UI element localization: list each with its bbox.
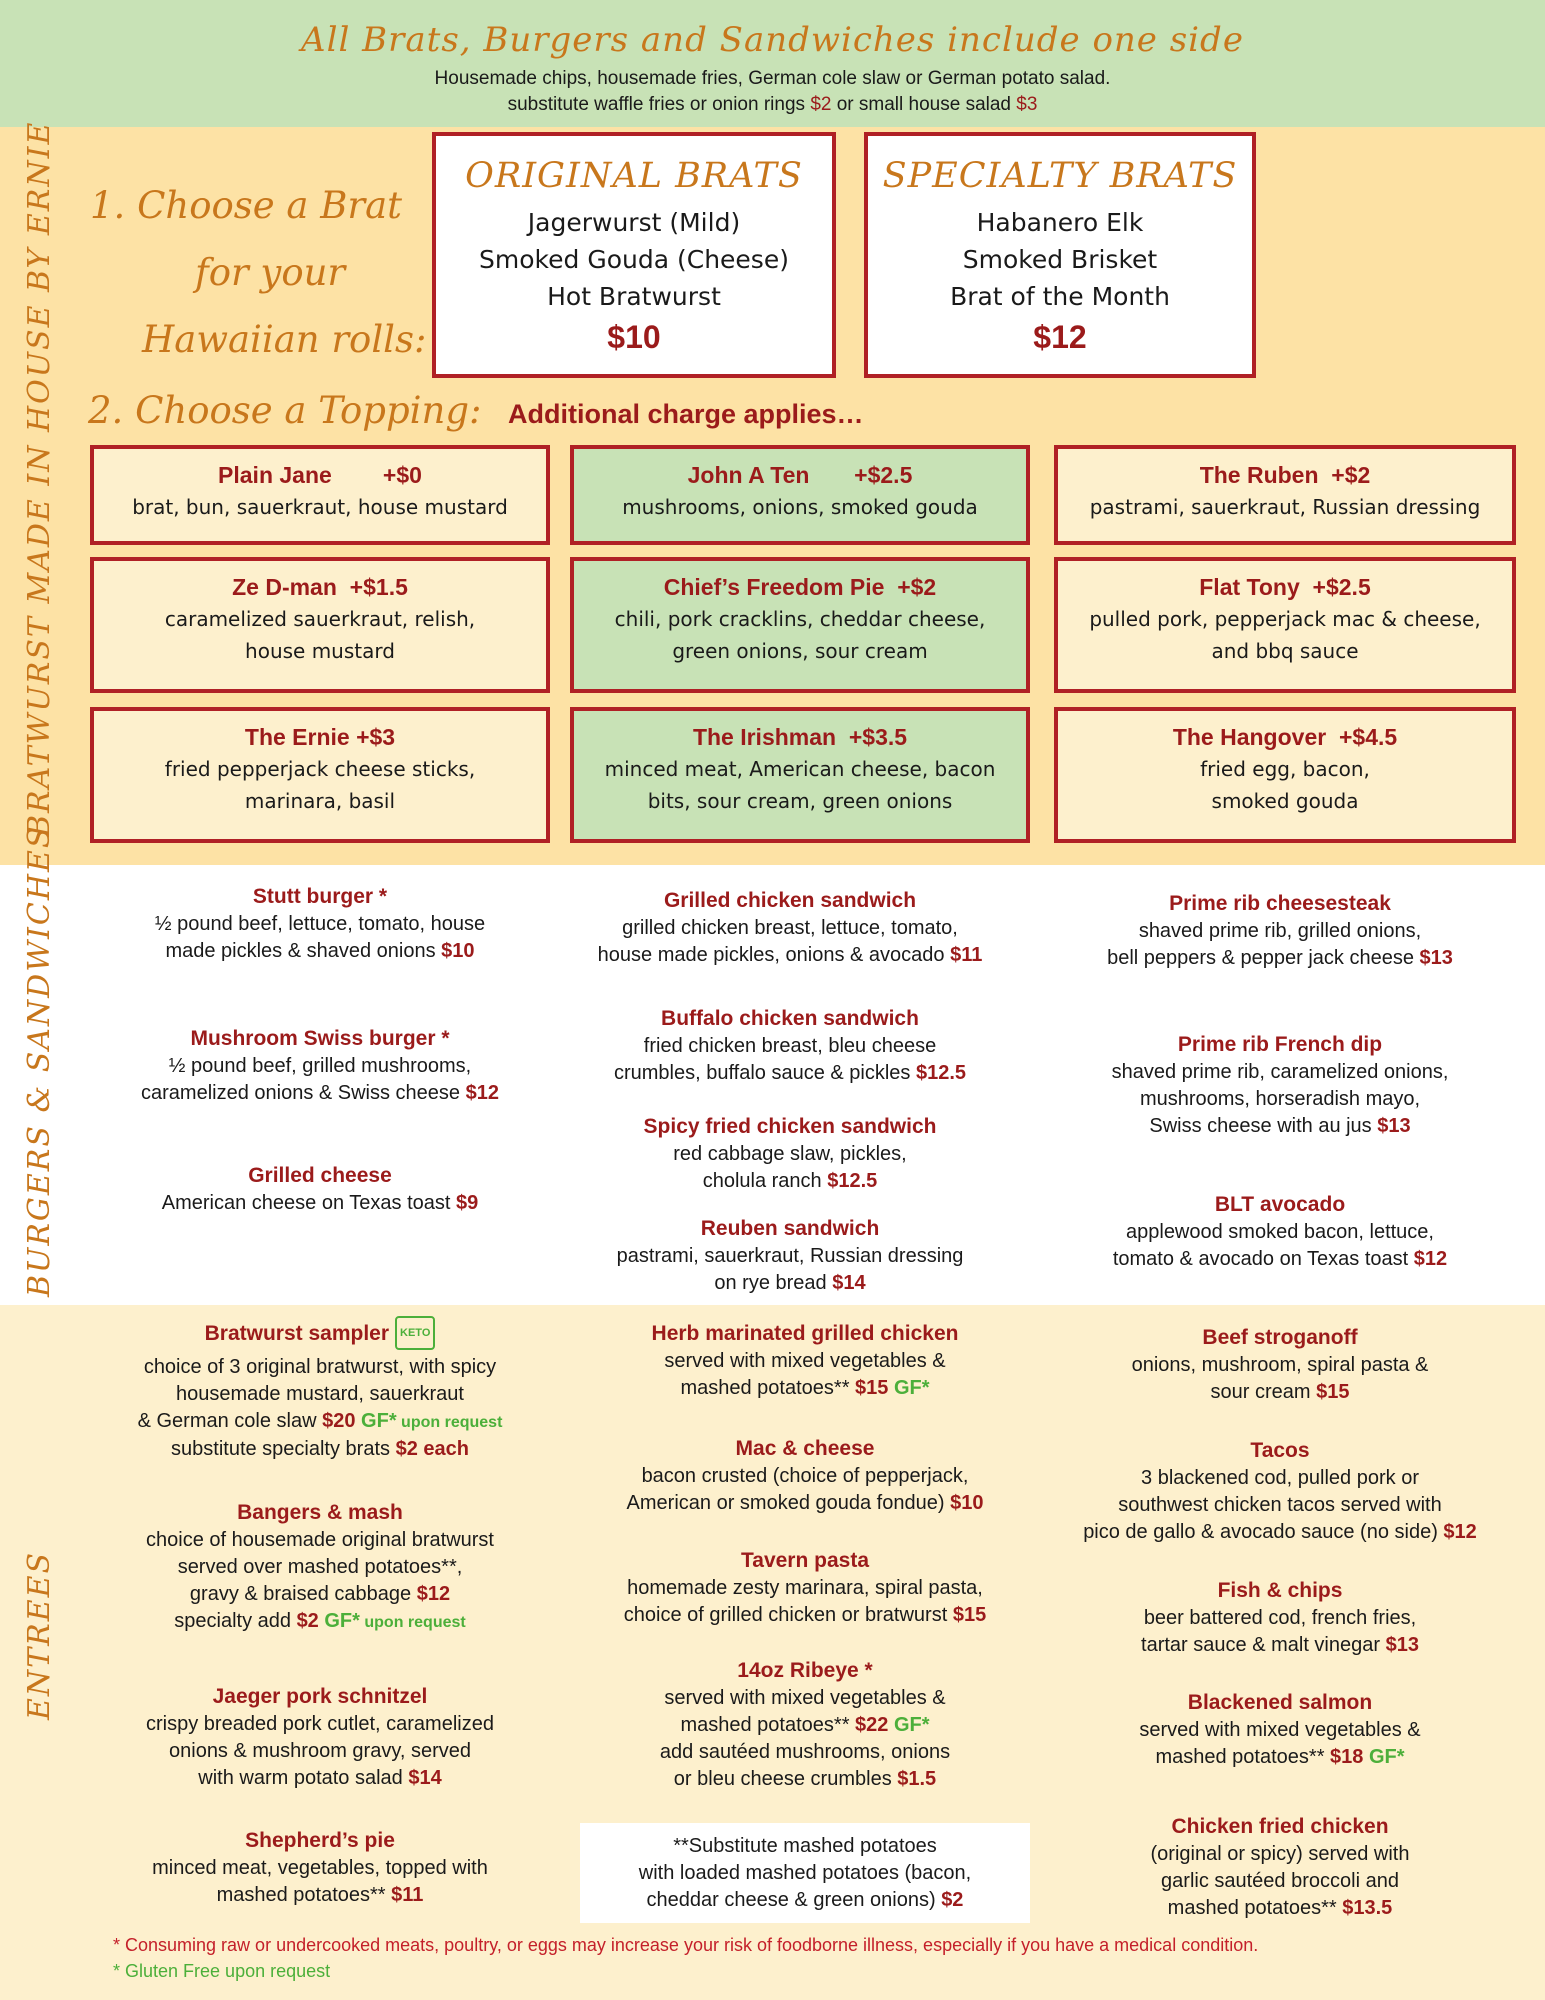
menu-item-herb-marinated-chicken: Herb marinated grilled chicken served with mixed vegetables & mashed potatoes** $15 GF* xyxy=(651,1322,959,1399)
brat-item: Habanero Elk xyxy=(976,208,1144,237)
menu-item-tavern-pasta: Tavern pasta homemade zesty marinara, spiral pasta, choice of grilled chicken or bratwurst $15 xyxy=(623,1549,987,1626)
menu-item-mushroom-swiss-burger: Mushroom Swiss burger * ½ pound beef, grilled mushrooms, caramelized onions & Swiss cheese $12 xyxy=(141,1027,499,1104)
topping-plain-jane: Plain Jane +$0 brat, bun, sauerkraut, house mustard xyxy=(90,445,550,545)
brat-item: Smoked Gouda (Cheese) xyxy=(479,245,789,274)
brat-item: Brat of the Month xyxy=(950,282,1170,311)
brat-item: Smoked Brisket xyxy=(962,245,1158,274)
burgers-section-label: BURGERS & SANDWICHES xyxy=(22,825,57,1297)
menu-item-mac-cheese: Mac & cheese bacon crusted (choice of pepperjack, American or smoked gouda fondue) $10 xyxy=(626,1437,984,1514)
original-brats-box xyxy=(432,132,836,378)
menu-item-bratwurst-sampler: Bratwurst sampler KETO choice of 3 original bratwurst, with spicy housemade mustard, sauerkraut & German cole slaw $20 GF* upon request substitute specialty brats $2 each xyxy=(90,1320,550,1463)
bratwurst-section-label: BRATWURST MADE IN HOUSE BY ERNIE xyxy=(22,120,57,837)
raw-food-warning: * Consuming raw or undercooked meats, poultry, or eggs may increase your risk of foodborne illness, especially if you have a medical condition. xyxy=(113,1935,1259,1955)
choose-brat-heading: 1. Choose a Brat for your Hawaiian rolls: xyxy=(90,184,427,361)
menu-item-prime-rib-french-dip: Prime rib French dip shaved prime rib, caramelized onions, mushrooms, horseradish mayo, Swiss cheese with au jus $13 xyxy=(1111,1033,1449,1137)
entrees-section xyxy=(0,1305,1545,2000)
topping-the-irishman: The Irishman +$3.5 minced meat, American cheese, bacon bits, sour cream, green onions xyxy=(570,707,1030,843)
sides-banner xyxy=(0,0,1545,127)
choose-topping-heading: 2. Choose a Topping: xyxy=(88,389,482,432)
bratwurst-section xyxy=(0,120,1545,865)
topping-flat-tony: Flat Tony +$2.5 pulled pork, pepperjack mac & cheese, and bbq sauce xyxy=(1054,557,1516,693)
topping-john-a-ten: John A Ten +$2.5 mushrooms, onions, smoked gouda xyxy=(570,445,1030,545)
menu-item-shepherds-pie: Shepherd’s pie minced meat, vegetables, topped with mashed potatoes** $11 xyxy=(152,1829,488,1906)
topping-the-ruben: The Ruben +$2 pastrami, sauerkraut, Russian dressing xyxy=(1054,445,1516,545)
substitute-potatoes-box: **Substitute mashed potatoes with loaded mashed potatoes (bacon, cheddar cheese & green onions) $2 xyxy=(580,1823,1030,1923)
burgers-sandwiches-section xyxy=(0,825,1545,1305)
menu-item-stutt-burger: Stutt burger * ½ pound beef, lettuce, tomato, house made pickles & shaved onions $10 xyxy=(154,885,486,962)
specialty-brats-box xyxy=(864,132,1256,378)
menu-item-blackened-salmon: Blackened salmon served with mixed vegetables & mashed potatoes** $18 GF* xyxy=(1139,1691,1421,1768)
menu-item-jaeger-pork-schnitzel: Jaeger pork schnitzel crispy breaded pork cutlet, caramelized onions & mushroom gravy, served with warm potato salad $14 xyxy=(146,1685,494,1789)
menu-item-bangers-mash: Bangers & mash choice of housemade original bratwurst served over mashed potatoes**, gravy & braised cabbage $12 specialty add $2 GF* upon request xyxy=(146,1501,494,1632)
menu-item-tacos: Tacos 3 blackened cod, pulled pork or southwest chicken tacos served with pico de gallo & avocado sauce (no side) $12 xyxy=(1083,1439,1477,1543)
original-brats-title: ORIGINAL BRATS xyxy=(465,156,803,196)
topping-chiefs-freedom-pie: Chief’s Freedom Pie +$2 chili, pork cracklins, cheddar cheese, green onions, sour cream xyxy=(570,557,1030,693)
entrees-section-label: ENTREES xyxy=(22,1550,57,1720)
menu-item-grilled-cheese: Grilled cheese American cheese on Texas toast $9 xyxy=(161,1164,479,1214)
menu-item-beef-stroganoff: Beef stroganoff onions, mushroom, spiral pasta & sour cream $15 xyxy=(1131,1326,1429,1403)
gluten-free-note: * Gluten Free upon request xyxy=(113,1961,331,1981)
brat-item: Jagerwurst (Mild) xyxy=(527,208,741,237)
keto-badge-icon: KETO xyxy=(395,1316,435,1350)
topping-ze-d-man: Ze D-man +$1.5 caramelized sauerkraut, relish, house mustard xyxy=(90,557,550,693)
brat-item: Hot Bratwurst xyxy=(547,282,721,311)
specialty-brats-title: SPECIALTY BRATS xyxy=(882,156,1238,196)
menu-item-grilled-chicken-sandwich: Grilled chicken sandwich grilled chicken breast, lettuce, tomato, house made pickles, onions & avocado $11 xyxy=(597,889,983,966)
topping-the-ernie: The Ernie +$3 fried pepperjack cheese sticks, marinara, basil xyxy=(90,707,550,843)
banner-sides-line: Housemade chips, housemade fries, German cole slaw or German potato salad. xyxy=(434,68,1111,89)
banner-substitute-line: substitute waffle fries or onion rings $2 or small house salad $3 xyxy=(507,94,1038,115)
additional-charge-note: Additional charge applies… xyxy=(508,399,864,429)
specialty-brats-price: $12 xyxy=(1033,319,1087,355)
menu-item-reuben-sandwich: Reuben sandwich pastrami, sauerkraut, Russian dressing on rye bread $14 xyxy=(616,1217,964,1294)
menu-item-buffalo-chicken-sandwich: Buffalo chicken sandwich fried chicken breast, bleu cheese crumbles, buffalo sauce & pickles $12.5 xyxy=(613,1007,967,1084)
menu-item-blt-avocado: BLT avocado applewood smoked bacon, lettuce, tomato & avocado on Texas toast $12 xyxy=(1112,1193,1448,1270)
topping-the-hangover: The Hangover +$4.5 fried egg, bacon, smoked gouda xyxy=(1054,707,1516,843)
original-brats-price: $10 xyxy=(607,319,661,355)
menu-item-fish-chips: Fish & chips beer battered cod, french fries, tartar sauce & malt vinegar $13 xyxy=(1141,1579,1419,1656)
menu-item-ribeye: 14oz Ribeye * served with mixed vegetables & mashed potatoes** $22 GF* add sautéed mushrooms, onions or bleu cheese crumbles $1.5 xyxy=(659,1659,951,1790)
menu-item-spicy-fried-chicken-sandwich: Spicy fried chicken sandwich red cabbage slaw, pickles, cholula ranch $12.5 xyxy=(643,1115,937,1192)
menu-item-chicken-fried-chicken: Chicken fried chicken (original or spicy) served with garlic sautéed broccoli and mashed potatoes** $13.5 xyxy=(1150,1815,1410,1919)
banner-headline: All Brats, Burgers and Sandwiches include one side xyxy=(301,20,1244,60)
menu-item-prime-rib-cheesesteak: Prime rib cheesesteak shaved prime rib, grilled onions, bell peppers & pepper jack cheese $13 xyxy=(1107,892,1453,969)
